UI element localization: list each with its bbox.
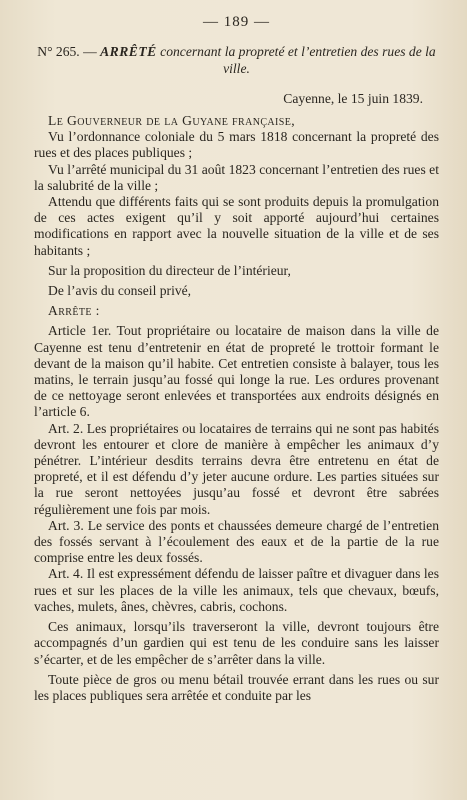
decree-word: ARRÊTÉ (100, 44, 157, 59)
article-1: Article 1er. Tout propriétaire ou locataire de maison dans la ville de Cayenne est tenu d’entretenir en état de propreté le trottoir formant le devant de la maison qu’il habite. Cet entretien consiste à balayer, tous les matins, le terrain jusqu’au fossé qui longe la rue. Les ordures provenant de ce nettoyage seront enlevées et transportées aux endroits désignés en l’article 6. (34, 323, 439, 420)
paragraph-considering-1: Vu l’ordonnance coloniale du 5 mars 1818 concernant la propreté des rues et des places publiques ; (34, 129, 439, 161)
paragraph-governor: Le Gouverneur de la Guyane française, (48, 113, 296, 128)
heading-dash: — (83, 44, 97, 59)
decree-heading (34, 43, 439, 77)
article-3: Art. 3. Le service des ponts et chaussées demeure chargé de l’entretien des fossés servant à l’écoulement des eaux et de la partie de la rue comprise entre les deux fossés. (34, 517, 439, 566)
article-4-animals-paragraph: Ces animaux, lorsqu’ils traverseront la ville, devront toujours être accompagnés d’un gardien qui est tenu de les conduire sans les laisser s’écarter, et de les empêcher de s’arrêter dans la ville. (34, 619, 439, 667)
paragraph-considering-2: Vu l’arrêté municipal du 31 août 1823 concernant l’entretien des rues et la salubrité de la ville ; (34, 161, 439, 193)
paragraph-proposal: Sur la proposition du directeur de l’intérieur, (48, 262, 291, 278)
decree-number: N° 265. (37, 44, 80, 59)
paragraph-council: De l’avis du conseil privé, (48, 283, 192, 299)
date-line: Cayenne, le 15 juin 1839. (283, 91, 423, 106)
paragraph-whereas: Attendu que différents faits qui se sont produits depuis la promulgation de ces actes exigent qu’il y soit apporté aujourd’hui certaines modifications en rapport avec la nouvelle situation de la ville et de ses habitants ; (34, 194, 439, 258)
decree-subject: concernant la propreté et l’entretien des rues de la ville. (160, 44, 436, 76)
article-4: Art. 4. Il est expressément défendu de laisser paître et divaguer dans les rues et sur les places de la ville les animaux, tels que chevaux, bœufs, vaches, mulets, ânes, chèvres, cabris, cochons. (34, 566, 439, 614)
article-4-livestock-paragraph: Toute pièce de gros ou menu bétail trouvée errant dans les rues ou sur les places publiques sera arrêtée et conduite par les (34, 671, 439, 703)
page-number: — 189 — (203, 14, 270, 30)
article-2: Art. 2. Les propriétaires ou locataires de terrains qui ne sont pas habités devront les entourer et clore de manière à empêcher les animaux d’y pénétrer. L’intérieur desdits terrains devra être entretenu en état de propreté, et il est défendu d’y jeter aucune ordure. Les parties situées sur la rue seront nettoyées jusqu’au fossé et devront être sabrées régulièrement une fois par mois. (34, 420, 439, 517)
paragraph-decrees: Arrête : (48, 303, 100, 319)
